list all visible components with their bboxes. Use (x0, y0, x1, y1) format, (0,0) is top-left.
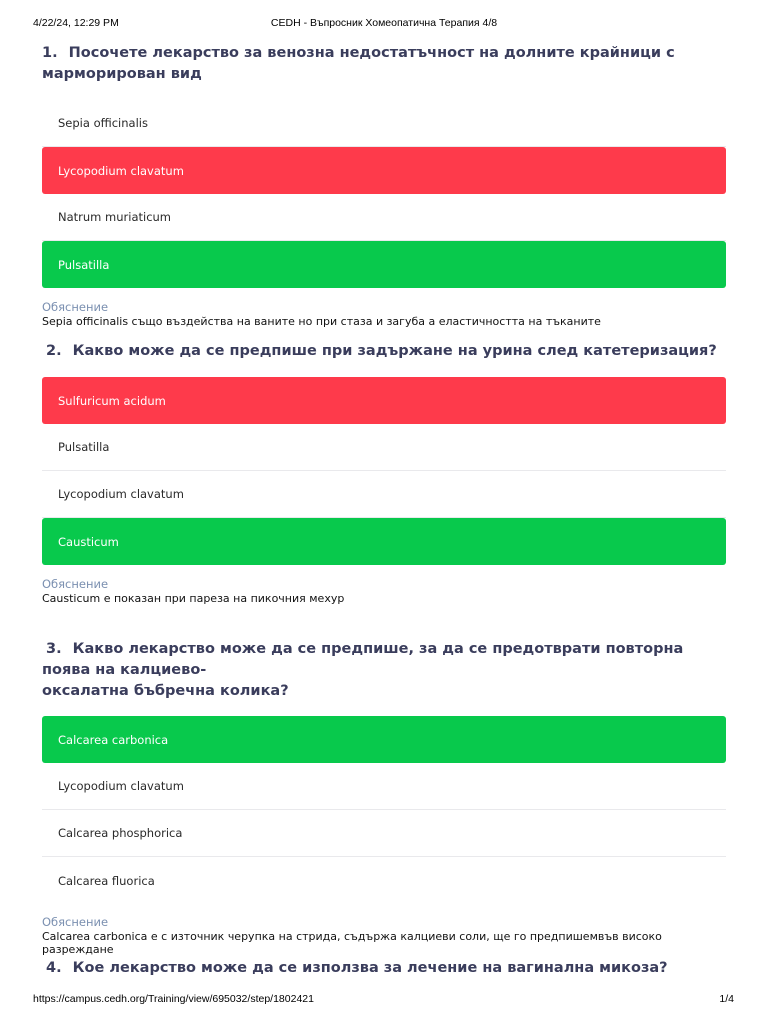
question-title (42, 639, 726, 702)
answer-list (42, 377, 726, 565)
explanation-text: Calcarea carbonica е с източник черупка на стрида, съдържа калциеви соли, ще го предпишемвъв високо разреждане (42, 930, 662, 956)
question-number: 1. (42, 45, 58, 61)
answer-option-wrong[interactable]: Lycopodium clavatum (42, 147, 726, 194)
question-2 (42, 341, 726, 605)
answer-option-correct[interactable]: Causticum (42, 518, 726, 565)
print-header (0, 17, 768, 31)
answer-option[interactable]: Lycopodium clavatum (42, 763, 726, 810)
answer-list (42, 716, 726, 904)
answer-option[interactable]: Sepia officinalis (42, 100, 726, 147)
question-text: Кое лекарство може да се използва за лечение на вагинална микоза? (72, 960, 668, 976)
question-4 (42, 958, 726, 979)
question-text-line-2: оксалатна бъбречна колика? (42, 683, 289, 699)
question-text-line-1: Какво лекарство може да се предпише, за да се предотврати повторна поява на калциево- (42, 641, 684, 678)
print-footer (0, 993, 768, 1007)
answer-option-correct[interactable]: Calcarea carbonica (42, 716, 726, 763)
page-number: 1/4 (719, 993, 734, 1005)
question-number: 2. (46, 343, 62, 359)
answer-option[interactable]: Calcarea phosphorica (42, 810, 726, 857)
print-url: https://campus.cedh.org/Training/view/695032/step/1802421 (33, 993, 314, 1005)
question-1 (42, 43, 726, 328)
print-datetime: 4/22/24, 12:29 PM (33, 17, 119, 29)
answer-list (42, 100, 726, 288)
answer-option-correct[interactable]: Pulsatilla (42, 241, 726, 288)
question-title (42, 43, 726, 85)
question-text: Какво може да се предпише при задържане на урина след катетеризация? (72, 343, 717, 359)
question-3 (42, 639, 726, 956)
answer-option[interactable]: Natrum muriaticum (42, 194, 726, 241)
explanation-label: Обяснение (42, 300, 109, 314)
explanation-text: Sepia officinalis също въздейства на ваните но при стаза и загуба а еластичността на тъканите (42, 315, 601, 328)
print-title: CEDH - Въпросник Хомеопатична Терапия 4/8 (270, 17, 498, 29)
question-number: 3. (46, 641, 62, 657)
answer-option[interactable]: Calcarea fluorica (58, 873, 155, 888)
question-title (42, 958, 726, 979)
question-text: Посочете лекарство за венозна недостатъчност на долните крайници с марморирован вид (42, 45, 675, 82)
explanation-label: Обяснение (42, 577, 109, 591)
explanation-text: Causticum е показан при пареза на пикочния мехур (42, 592, 345, 605)
question-title (42, 341, 726, 362)
answer-option[interactable]: Lycopodium clavatum (42, 471, 726, 518)
question-number: 4. (46, 960, 62, 976)
answer-option-wrong[interactable]: Sulfuricum acidum (42, 377, 726, 424)
answer-option[interactable]: Pulsatilla (42, 424, 726, 471)
explanation-label: Обяснение (42, 915, 109, 929)
